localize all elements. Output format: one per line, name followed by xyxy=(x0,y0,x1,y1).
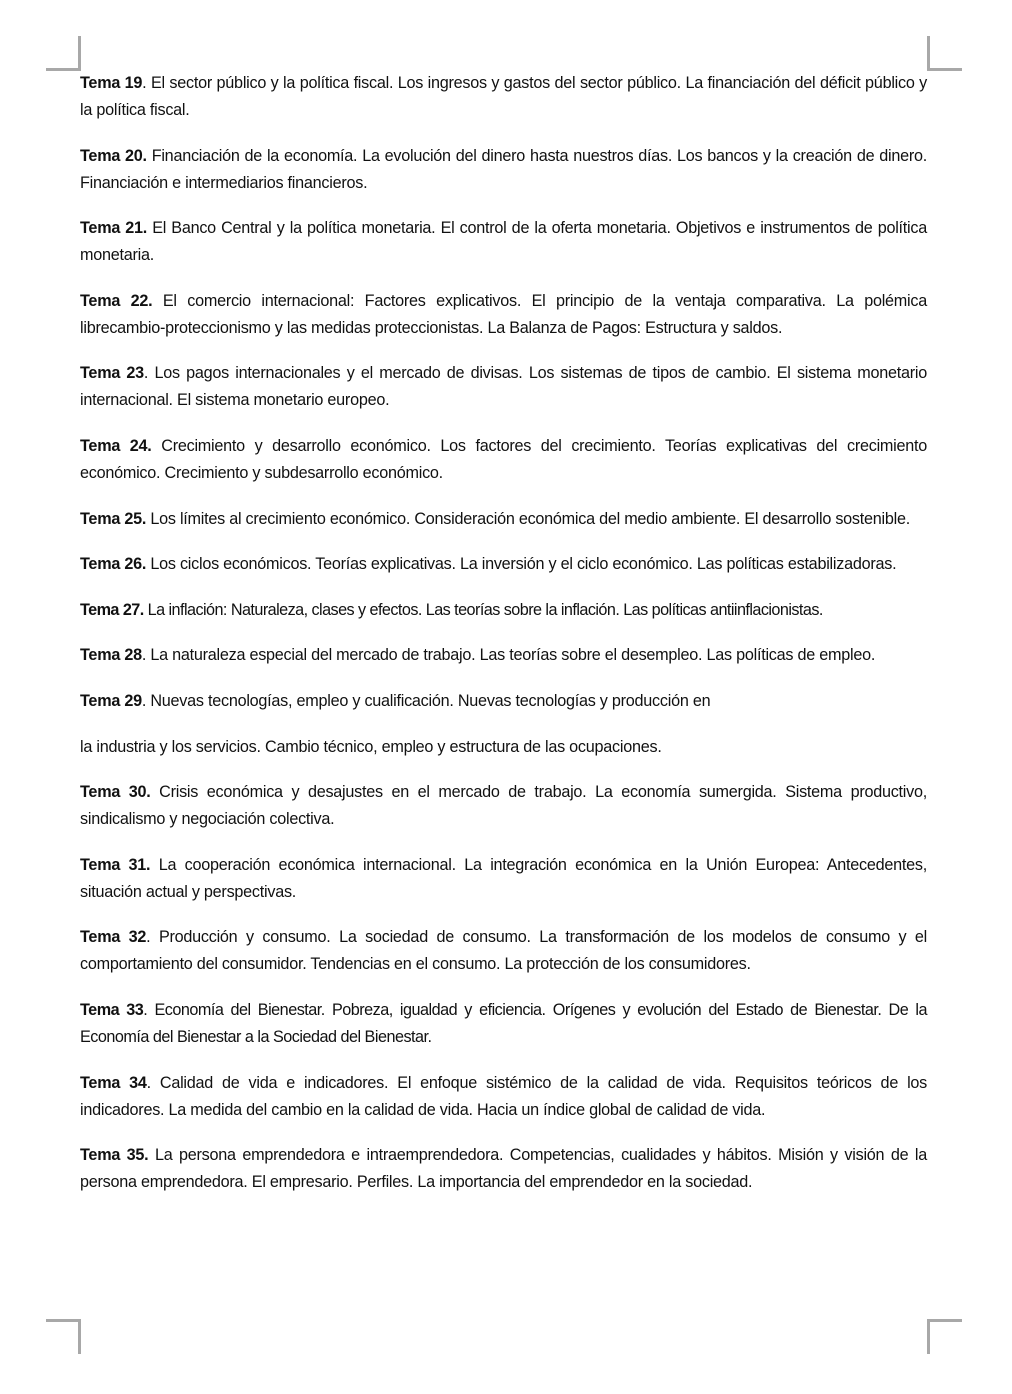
topic-text: La persona emprendedora e intraemprendedora. Competencias, cualidades y hábitos. Misión y visión de la persona emprendedora. El empresario. Perfiles. La importancia del emprendedor en la sociedad. xyxy=(80,1146,928,1192)
topic-number: Tema 19 xyxy=(80,74,143,92)
topic-34: Tema 34. Calidad de vida e indicadores. El enfoque sistémico de la calidad de vida. Requisitos teóricos de los indicadores. La medida del cambio en la calidad de vida. Hacia un índice global de calidad de vida. xyxy=(80,1073,928,1119)
topic-list xyxy=(80,70,927,1215)
topic-25 xyxy=(80,506,927,533)
topic-27 xyxy=(80,597,927,624)
topic-number: Tema 20. xyxy=(80,146,147,165)
topic-text: La inflación: Naturaleza, clases y efectos. Las teorías sobre la inflación. Las políticas antiinflacionistas. xyxy=(147,600,823,619)
topic-19: Tema 19. El sector público y la política fiscal. Los ingresos y gastos del sector público. La financiación del déficit público y la política fiscal. xyxy=(80,74,928,119)
topic-22 xyxy=(80,288,927,342)
topic-number: Tema 32 xyxy=(80,928,147,947)
topic-number: Tema 35. xyxy=(80,1146,149,1165)
topic-number: Tema 24. xyxy=(80,436,152,455)
topic-21 xyxy=(80,215,927,269)
topic-29-continuation xyxy=(80,734,927,761)
topic-30 xyxy=(80,779,927,833)
topic-text: El Banco Central y la política monetaria. El control de la oferta monetaria. Objetivos e instrumentos de política monetaria. xyxy=(80,219,927,265)
topic-number: Tema 27. xyxy=(80,600,144,619)
topic-33: Tema 33. Economía del Bienestar. Pobreza, igualdad y eficiencia. Orígenes y evolución del Estado de Bienestar. De la Economía del Bienestar a la Sociedad del Bienestar. xyxy=(80,1000,927,1046)
topic-number: Tema 22. xyxy=(80,291,153,310)
topic-text: Nuevas tecnologías, empleo y cualificación. Nuevas tecnologías y producción en xyxy=(150,691,711,710)
topic-28: Tema 28. La naturaleza especial del mercado de trabajo. Las teorías sobre el desempleo. Las políticas de empleo. xyxy=(80,646,876,665)
topic-31 xyxy=(80,852,927,906)
crop-mark-bottom-right xyxy=(927,1319,962,1354)
crop-mark-bottom-left xyxy=(46,1319,81,1354)
topic-number: Tema 33 xyxy=(80,1000,144,1019)
topic-text: la industria y los servicios. Cambio técnico, empleo y estructura de las ocupaciones. xyxy=(80,737,662,756)
topic-number: Tema 21. xyxy=(80,219,148,238)
topic-23: Tema 23. Los pagos internacionales y el mercado de divisas. Los sistemas de tipos de cambio. El sistema monetario internacional. El sistema monetario europeo. xyxy=(80,364,927,410)
topic-number: Tema 26. xyxy=(80,555,147,574)
topic-text: La cooperación económica internacional. La integración económica en la Unión Europea: Antecedentes, situación actual y perspectivas. xyxy=(80,855,928,901)
topic-text: El sector público y la política fiscal. Los ingresos y gastos del sector público. La financiación del déficit público y la política fiscal. xyxy=(80,74,928,119)
topic-number: Tema 28 xyxy=(80,646,142,665)
topic-text: El comercio internacional: Factores explicativos. El principio de la ventaja comparativa. La polémica librecambio-proteccionismo y las medidas proteccionistas. La Balanza de Pagos: Estructura y saldos. xyxy=(80,291,927,337)
topic-26 xyxy=(80,551,927,578)
topic-number: Tema 30. xyxy=(80,783,151,802)
topic-text: Los límites al crecimiento económico. Consideración económica del medio ambiente. El desarrollo sostenible. xyxy=(150,509,910,528)
topic-text: Calidad de vida e indicadores. El enfoque sistémico de la calidad de vida. Requisitos teóricos de los indicadores. La medida del cambio en la calidad de vida. Hacia un índice global de calidad de vida. xyxy=(80,1073,928,1119)
topic-text: Los ciclos económicos. Teorías explicativas. La inversión y el ciclo económico. Las políticas estabilizadoras. xyxy=(150,555,897,574)
topic-text: Economía del Bienestar. Pobreza, igualdad y eficiencia. Orígenes y evolución del Estado de Bienestar. De la Economía del Bienestar a la Sociedad del Bienestar. xyxy=(80,1000,927,1046)
topic-35 xyxy=(80,1142,927,1196)
crop-mark-top-right xyxy=(927,36,962,71)
topic-number: Tema 23 xyxy=(80,364,144,383)
topic-text: La naturaleza especial del mercado de trabajo. Las teorías sobre el desempleo. Las políticas de empleo. xyxy=(150,646,876,665)
topic-number: Tema 25. xyxy=(80,509,147,528)
topic-32: Tema 32. Producción y consumo. La sociedad de consumo. La transformación de los modelos de consumo y el comportamiento del consumidor. Tendencias en el consumo. La protección de los consumidores. xyxy=(80,928,927,974)
topic-text: Financiación de la economía. La evolución del dinero hasta nuestros días. Los bancos y la creación de dinero. Financiación e intermediarios financieros. xyxy=(80,146,927,192)
topic-29: Tema 29. Nuevas tecnologías, empleo y cualificación. Nuevas tecnologías y producción en xyxy=(80,691,711,710)
topic-text: Crisis económica y desajustes en el mercado de trabajo. La economía sumergida. Sistema productivo, sindicalismo y negociación colectiva. xyxy=(80,783,927,829)
topic-number: Tema 34 xyxy=(80,1073,147,1092)
topic-text: Los pagos internacionales y el mercado de divisas. Los sistemas de tipos de cambio. El sistema monetario internacional. El sistema monetario europeo. xyxy=(80,364,927,410)
topic-20 xyxy=(80,143,927,197)
topic-text: Producción y consumo. La sociedad de consumo. La transformación de los modelos de consumo y el comportamiento del consumidor. Tendencias en el consumo. La protección de los consumidores. xyxy=(80,928,927,974)
topic-number: Tema 31. xyxy=(80,855,151,874)
topic-number: Tema 29 xyxy=(80,691,142,710)
crop-mark-top-left xyxy=(46,36,81,71)
topic-24 xyxy=(80,433,927,487)
topic-text: Crecimiento y desarrollo económico. Los factores del crecimiento. Teorías explicativas del crecimiento económico. Crecimiento y subdesarrollo económico. xyxy=(80,436,927,482)
